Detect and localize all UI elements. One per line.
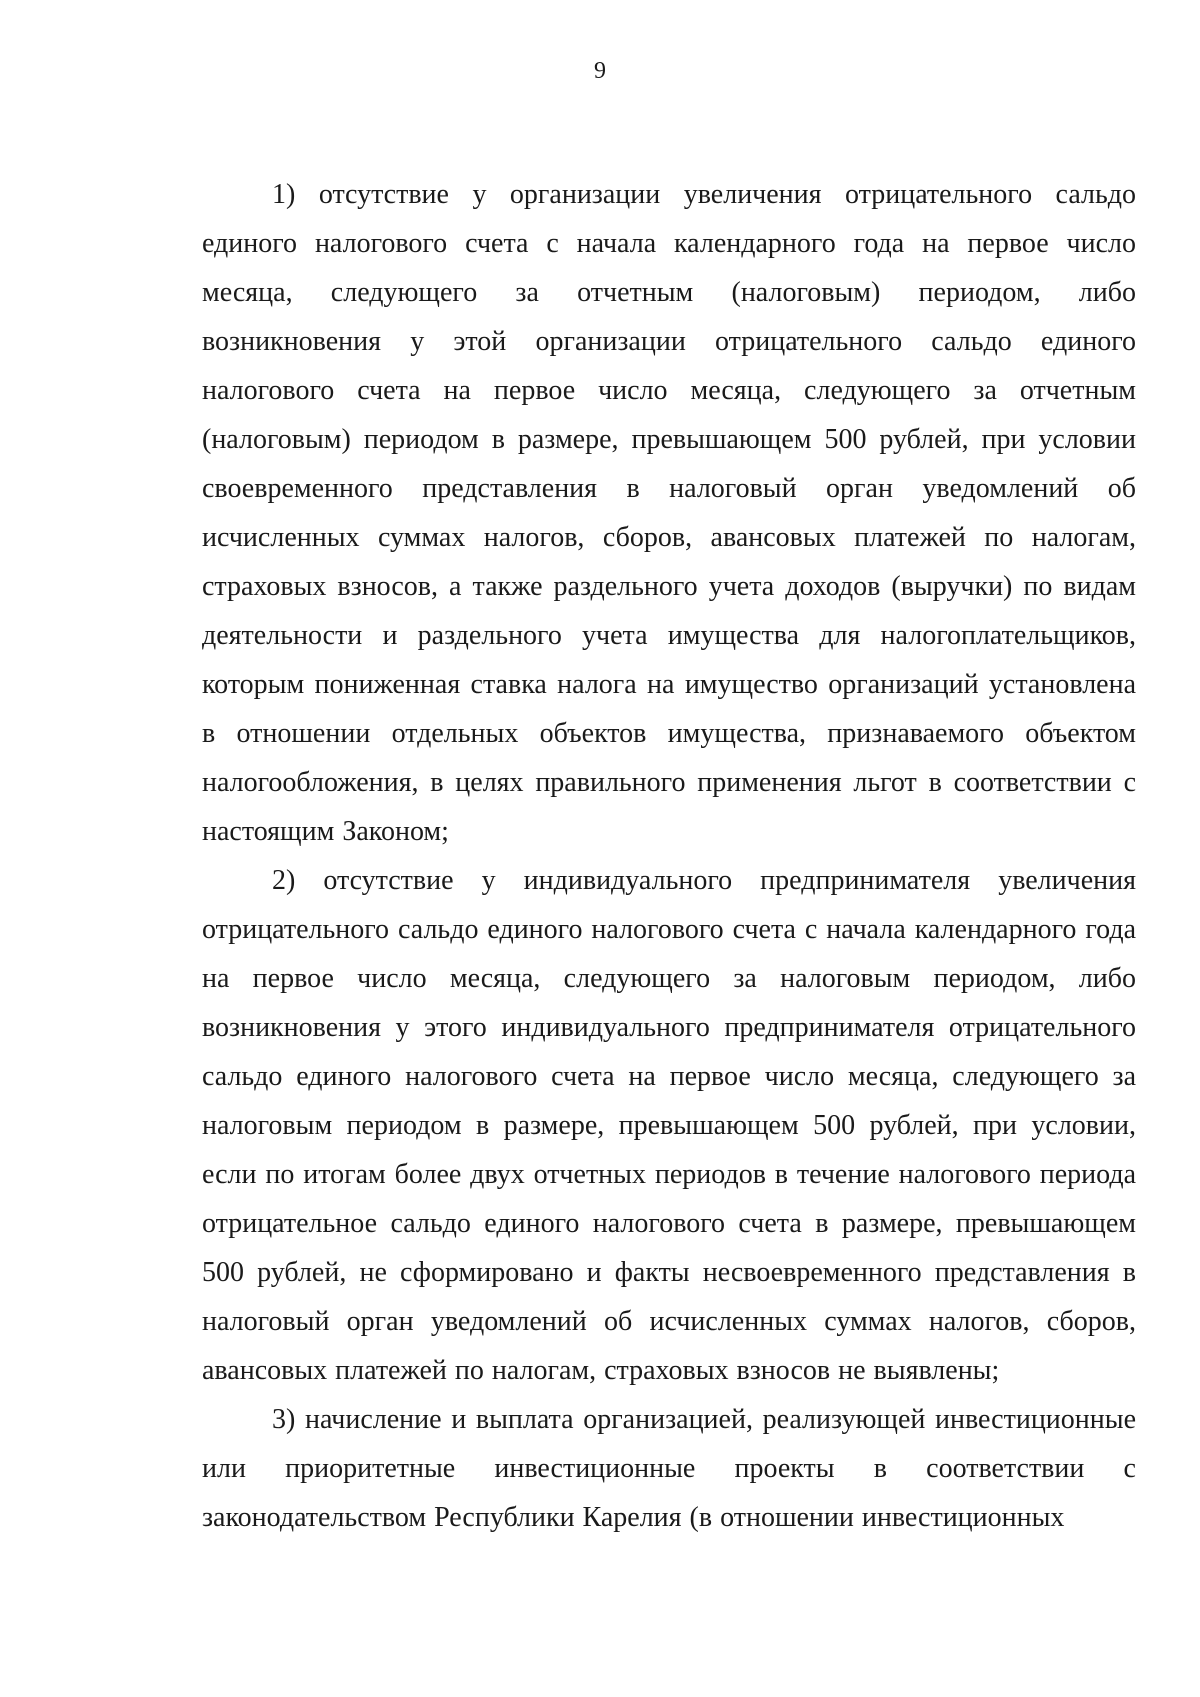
list-item-text: отсутствие у организации увеличения отрицательного сальдо единого налогового счета с начала календарного года на первое число месяца, следующего за отчетным (налоговым) периодом, либо возникновения у этой организации отрицательного сальдо единого налогового счета на первое число месяца, следующего за отчетным (налоговым) периодом в размере, превышающем 500 рублей, при условии своевременного представления в налоговый орган уведомлений об исчисленных суммах налогов, сборов, авансовых платежей по налогам, страховых взносов, а также раздельного учета доходов (выручки) по видам деятельности и раздельного учета имущества для налогоплательщиков, которым пониженная ставка налога на имущество организаций установлена в отношении отдельных объектов имущества, признаваемого объектом налогообложения, в целях правильного применения льгот в соответствии с настоящим Законом; bbox=[202, 179, 1136, 847]
list-item-2 bbox=[202, 856, 1136, 1395]
list-item-text: начисление и выплата организацией, реализующей инвестиционные или приоритетные инвестиционные проекты в соответствии с законодательством Республики Карелия (в отношении инвестиционных bbox=[202, 1404, 1136, 1533]
list-item-marker: 1) bbox=[272, 179, 296, 210]
list-item-1 bbox=[202, 170, 1136, 856]
list-item-marker: 3) bbox=[272, 1404, 296, 1435]
document-body bbox=[202, 170, 1136, 1542]
list-item-marker: 2) bbox=[272, 865, 296, 896]
list-item-3 bbox=[202, 1395, 1136, 1542]
page-number: 9 bbox=[594, 58, 606, 84]
list-item-text: отсутствие у индивидуального предпринимателя увеличения отрицательного сальдо единого налогового счета с начала календарного года на первое число месяца, следующего за налоговым периодом, либо возникновения у этого индивидуального предпринимателя отрицательного сальдо единого налогового счета на первое число месяца, следующего за налоговым периодом в размере, превышающем 500 рублей, при условии, если по итогам более двух отчетных периодов в течение налогового периода отрицательное сальдо единого налогового счета в размере, превышающем 500 рублей, не сформировано и факты несвоевременного представления в налоговый орган уведомлений об исчисленных суммах налогов, сборов, авансовых платежей по налогам, страховых взносов не выявлены; bbox=[202, 865, 1136, 1386]
